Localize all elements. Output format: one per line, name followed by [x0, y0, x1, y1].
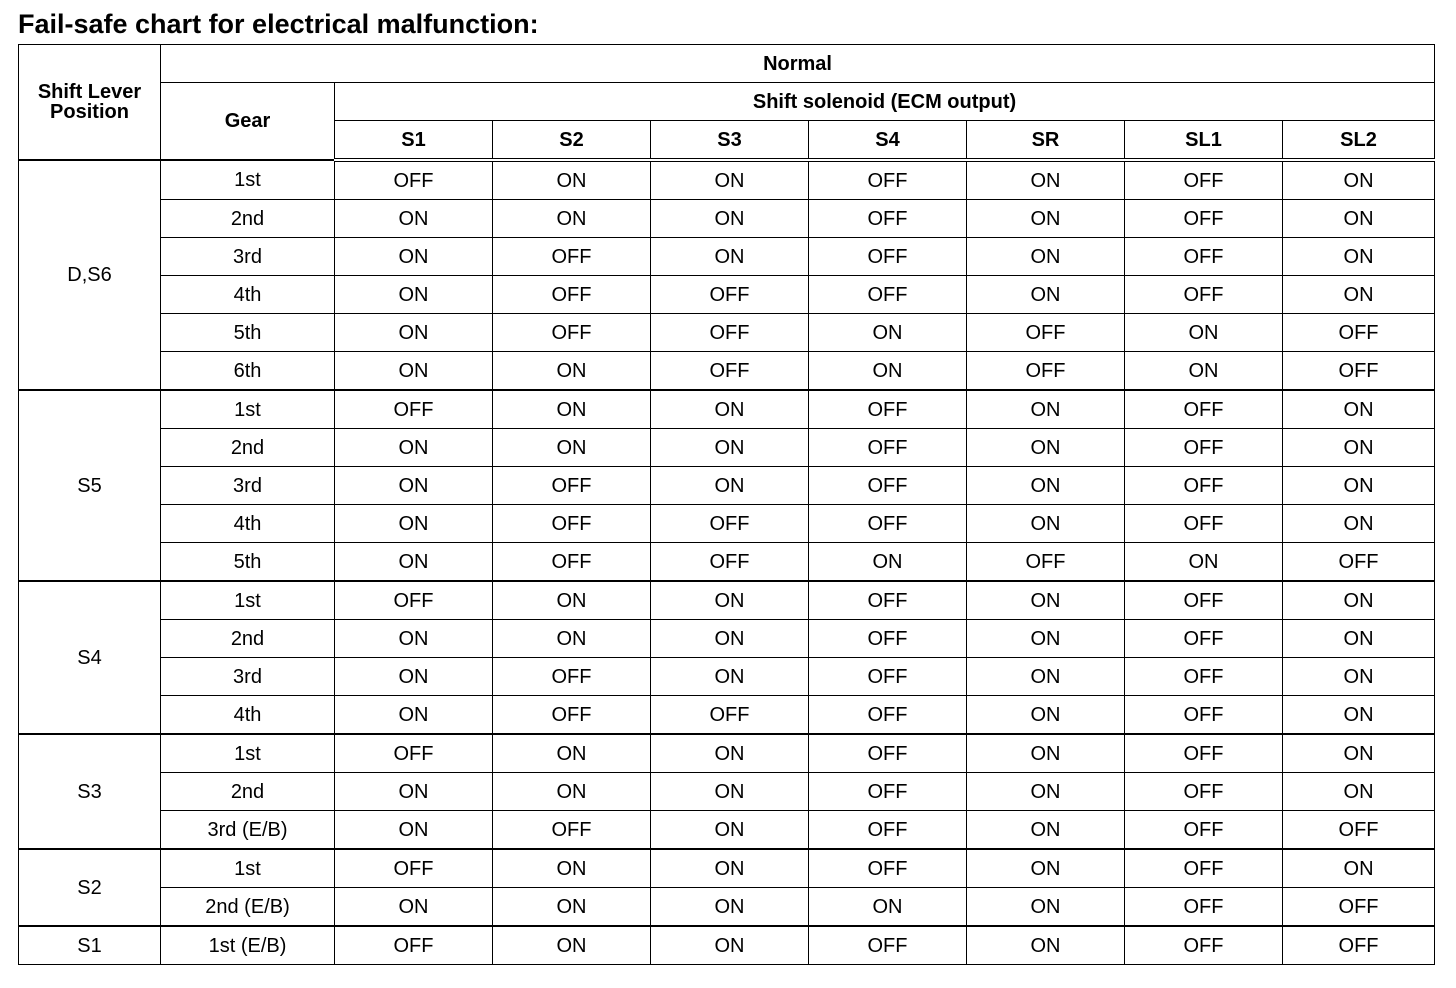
solenoid-state-cell: ON	[1283, 238, 1435, 276]
solenoid-state-cell: ON	[493, 926, 651, 965]
gear-cell: 4th	[161, 696, 335, 735]
solenoid-state-cell: ON	[651, 467, 809, 505]
table-row	[19, 581, 1435, 620]
solenoid-state-cell: OFF	[1125, 620, 1283, 658]
solenoid-state-cell: ON	[1283, 276, 1435, 314]
solenoid-state-cell: OFF	[1125, 811, 1283, 850]
solenoid-state-cell: ON	[335, 543, 493, 582]
solenoid-state-cell: ON	[651, 620, 809, 658]
solenoid-state-cell: OFF	[809, 811, 967, 850]
solenoid-state-cell: ON	[335, 352, 493, 391]
page-title: Fail-safe chart for electrical malfunction:	[18, 9, 539, 39]
solenoid-state-cell: OFF	[1283, 543, 1435, 582]
header-solenoid-sl2: SL2	[1283, 121, 1435, 161]
solenoid-state-cell: ON	[493, 160, 651, 200]
solenoid-state-cell: ON	[967, 200, 1125, 238]
solenoid-state-cell: OFF	[1283, 352, 1435, 391]
solenoid-state-cell: OFF	[809, 620, 967, 658]
table-row	[19, 734, 1435, 773]
solenoid-state-cell: OFF	[335, 581, 493, 620]
solenoid-state-cell: ON	[1283, 505, 1435, 543]
header-normal: Normal	[161, 45, 1435, 83]
solenoid-state-cell: ON	[1283, 581, 1435, 620]
gear-cell: 3rd	[161, 658, 335, 696]
table-row	[19, 429, 1435, 467]
solenoid-state-cell: ON	[967, 429, 1125, 467]
solenoid-state-cell: OFF	[967, 543, 1125, 582]
solenoid-state-cell: OFF	[651, 276, 809, 314]
solenoid-state-cell: OFF	[335, 849, 493, 888]
solenoid-state-cell: OFF	[493, 696, 651, 735]
solenoid-state-cell: OFF	[809, 581, 967, 620]
solenoid-state-cell: OFF	[809, 696, 967, 735]
solenoid-state-cell: ON	[335, 200, 493, 238]
header-solenoid-s4: S4	[809, 121, 967, 161]
solenoid-state-cell: ON	[1283, 467, 1435, 505]
position-group	[19, 160, 1435, 390]
header-shift-lever-position	[19, 45, 161, 161]
header-shift-lever-position-line2: Position	[50, 101, 129, 123]
solenoid-state-cell: ON	[967, 811, 1125, 850]
solenoid-state-cell: OFF	[809, 160, 967, 200]
table-row	[19, 200, 1435, 238]
gear-cell: 4th	[161, 276, 335, 314]
solenoid-state-cell: OFF	[1283, 314, 1435, 352]
solenoid-state-cell: ON	[1283, 773, 1435, 811]
solenoid-state-cell: ON	[493, 581, 651, 620]
solenoid-state-cell: ON	[967, 505, 1125, 543]
table-header	[19, 45, 1435, 161]
solenoid-state-cell: ON	[1283, 734, 1435, 773]
solenoid-state-cell: OFF	[967, 314, 1125, 352]
solenoid-state-cell: ON	[1283, 390, 1435, 429]
gear-cell: 1st	[161, 390, 335, 429]
header-solenoid-sr: SR	[967, 121, 1125, 161]
header-shift-solenoid: Shift solenoid (ECM output)	[335, 83, 1435, 121]
shift-lever-position-cell: S3	[19, 734, 161, 849]
solenoid-state-cell: ON	[335, 888, 493, 927]
table-row	[19, 773, 1435, 811]
gear-cell: 1st	[161, 160, 335, 200]
solenoid-state-cell: ON	[651, 658, 809, 696]
solenoid-state-cell: ON	[809, 888, 967, 927]
solenoid-state-cell: OFF	[1125, 200, 1283, 238]
solenoid-state-cell: OFF	[651, 696, 809, 735]
solenoid-state-cell: ON	[335, 773, 493, 811]
solenoid-state-cell: ON	[335, 505, 493, 543]
table-row	[19, 276, 1435, 314]
solenoid-state-cell: ON	[967, 160, 1125, 200]
solenoid-state-cell: OFF	[809, 773, 967, 811]
solenoid-state-cell: ON	[335, 620, 493, 658]
table-row	[19, 352, 1435, 391]
solenoid-state-cell: OFF	[809, 238, 967, 276]
solenoid-state-cell: ON	[809, 543, 967, 582]
gear-cell: 1st	[161, 849, 335, 888]
solenoid-state-cell: ON	[335, 314, 493, 352]
solenoid-state-cell: OFF	[967, 352, 1125, 391]
solenoid-state-cell: ON	[651, 849, 809, 888]
gear-cell: 1st	[161, 734, 335, 773]
solenoid-state-cell: ON	[335, 811, 493, 850]
solenoid-state-cell: ON	[335, 467, 493, 505]
table-row	[19, 238, 1435, 276]
solenoid-state-cell: ON	[651, 811, 809, 850]
solenoid-state-cell: ON	[967, 849, 1125, 888]
solenoid-state-cell: ON	[493, 200, 651, 238]
gear-cell: 3rd (E/B)	[161, 811, 335, 850]
solenoid-state-cell: OFF	[493, 505, 651, 543]
solenoid-state-cell: ON	[1283, 849, 1435, 888]
solenoid-state-cell: ON	[651, 238, 809, 276]
gear-cell: 3rd	[161, 467, 335, 505]
position-group	[19, 734, 1435, 849]
fail-safe-table	[18, 44, 1435, 965]
solenoid-state-cell: ON	[1283, 658, 1435, 696]
solenoid-state-cell: OFF	[651, 314, 809, 352]
solenoid-state-cell: ON	[967, 734, 1125, 773]
solenoid-state-cell: OFF	[1125, 581, 1283, 620]
solenoid-state-cell: ON	[493, 773, 651, 811]
solenoid-state-cell: OFF	[809, 658, 967, 696]
solenoid-state-cell: ON	[493, 429, 651, 467]
solenoid-state-cell: OFF	[1125, 429, 1283, 467]
solenoid-state-cell: OFF	[1125, 849, 1283, 888]
solenoid-state-cell: OFF	[1125, 888, 1283, 927]
position-group	[19, 849, 1435, 926]
position-group	[19, 926, 1435, 965]
gear-cell: 1st	[161, 581, 335, 620]
solenoid-state-cell: OFF	[651, 543, 809, 582]
solenoid-state-cell: ON	[967, 888, 1125, 927]
solenoid-state-cell: OFF	[1125, 390, 1283, 429]
solenoid-state-cell: OFF	[493, 658, 651, 696]
table-row	[19, 160, 1435, 200]
table-row	[19, 467, 1435, 505]
solenoid-state-cell: ON	[493, 620, 651, 658]
solenoid-state-cell: OFF	[1125, 276, 1283, 314]
solenoid-state-cell: OFF	[809, 467, 967, 505]
solenoid-state-cell: OFF	[809, 276, 967, 314]
gear-cell: 3rd	[161, 238, 335, 276]
solenoid-state-cell: ON	[967, 276, 1125, 314]
position-group	[19, 581, 1435, 734]
table-row	[19, 314, 1435, 352]
shift-lever-position-cell: D,S6	[19, 160, 161, 390]
solenoid-state-cell: OFF	[493, 314, 651, 352]
solenoid-state-cell: OFF	[809, 849, 967, 888]
solenoid-state-cell: ON	[493, 352, 651, 391]
solenoid-state-cell: OFF	[493, 276, 651, 314]
header-solenoid-s3: S3	[651, 121, 809, 161]
solenoid-state-cell: OFF	[809, 734, 967, 773]
table-row	[19, 849, 1435, 888]
gear-cell: 2nd	[161, 773, 335, 811]
solenoid-state-cell: OFF	[1125, 773, 1283, 811]
solenoid-state-cell: OFF	[809, 390, 967, 429]
solenoid-state-cell: ON	[967, 581, 1125, 620]
solenoid-state-cell: ON	[335, 658, 493, 696]
solenoid-state-cell: ON	[809, 352, 967, 391]
solenoid-state-cell: OFF	[651, 505, 809, 543]
gear-cell: 2nd (E/B)	[161, 888, 335, 927]
gear-cell: 2nd	[161, 200, 335, 238]
solenoid-state-cell: ON	[651, 773, 809, 811]
solenoid-state-cell: OFF	[809, 429, 967, 467]
gear-cell: 5th	[161, 314, 335, 352]
solenoid-state-cell: OFF	[1283, 926, 1435, 965]
solenoid-state-cell: OFF	[1125, 696, 1283, 735]
solenoid-state-cell: ON	[967, 620, 1125, 658]
table-row	[19, 926, 1435, 965]
solenoid-state-cell: ON	[967, 926, 1125, 965]
gear-cell: 2nd	[161, 620, 335, 658]
solenoid-state-cell: ON	[493, 734, 651, 773]
solenoid-state-cell: ON	[809, 314, 967, 352]
shift-lever-position-cell: S4	[19, 581, 161, 734]
gear-cell: 6th	[161, 352, 335, 391]
solenoid-state-cell: OFF	[493, 467, 651, 505]
solenoid-state-cell: OFF	[1283, 888, 1435, 927]
solenoid-state-cell: OFF	[1125, 160, 1283, 200]
table-row	[19, 620, 1435, 658]
solenoid-state-cell: ON	[1283, 696, 1435, 735]
solenoid-state-cell: ON	[651, 160, 809, 200]
solenoid-state-cell: ON	[1125, 352, 1283, 391]
solenoid-state-cell: ON	[493, 849, 651, 888]
solenoid-state-cell: ON	[335, 429, 493, 467]
table-row	[19, 696, 1435, 735]
solenoid-state-cell: OFF	[335, 734, 493, 773]
solenoid-state-cell: OFF	[809, 926, 967, 965]
solenoid-state-cell: ON	[651, 888, 809, 927]
solenoid-state-cell: ON	[335, 238, 493, 276]
solenoid-state-cell: OFF	[335, 390, 493, 429]
table-row	[19, 390, 1435, 429]
shift-lever-position-cell: S2	[19, 849, 161, 926]
solenoid-state-cell: ON	[967, 658, 1125, 696]
solenoid-state-cell: OFF	[1283, 811, 1435, 850]
table-row	[19, 888, 1435, 927]
solenoid-state-cell: ON	[493, 888, 651, 927]
gear-cell: 1st (E/B)	[161, 926, 335, 965]
solenoid-state-cell: OFF	[1125, 505, 1283, 543]
header-solenoid-s2: S2	[493, 121, 651, 161]
solenoid-state-cell: ON	[335, 696, 493, 735]
solenoid-state-cell: ON	[651, 926, 809, 965]
solenoid-state-cell: ON	[1283, 620, 1435, 658]
solenoid-state-cell: ON	[493, 390, 651, 429]
solenoid-state-cell: ON	[335, 276, 493, 314]
table-row	[19, 811, 1435, 850]
header-gear: Gear	[161, 83, 335, 161]
table-row	[19, 543, 1435, 582]
solenoid-state-cell: ON	[651, 390, 809, 429]
solenoid-state-cell: ON	[967, 773, 1125, 811]
shift-lever-position-cell: S5	[19, 390, 161, 581]
gear-cell: 5th	[161, 543, 335, 582]
table-row	[19, 658, 1435, 696]
header-solenoid-sl1: SL1	[1125, 121, 1283, 161]
solenoid-state-cell: ON	[651, 200, 809, 238]
gear-cell: 2nd	[161, 429, 335, 467]
solenoid-state-cell: ON	[1283, 200, 1435, 238]
solenoid-state-cell: OFF	[651, 352, 809, 391]
solenoid-state-cell: OFF	[335, 160, 493, 200]
shift-lever-position-cell: S1	[19, 926, 161, 965]
solenoid-state-cell: ON	[967, 467, 1125, 505]
solenoid-state-cell: ON	[967, 696, 1125, 735]
solenoid-state-cell: OFF	[1125, 467, 1283, 505]
solenoid-state-cell: OFF	[493, 238, 651, 276]
solenoid-state-cell: OFF	[1125, 734, 1283, 773]
gear-cell: 4th	[161, 505, 335, 543]
header-shift-lever-position-line1: Shift Lever	[37, 81, 142, 103]
solenoid-state-cell: ON	[1125, 314, 1283, 352]
solenoid-state-cell: ON	[651, 429, 809, 467]
solenoid-state-cell: OFF	[493, 543, 651, 582]
solenoid-state-cell: OFF	[335, 926, 493, 965]
solenoid-state-cell: ON	[651, 581, 809, 620]
position-group	[19, 390, 1435, 581]
solenoid-state-cell: ON	[1283, 429, 1435, 467]
solenoid-state-cell: OFF	[809, 505, 967, 543]
solenoid-state-cell: OFF	[1125, 658, 1283, 696]
solenoid-state-cell: ON	[967, 390, 1125, 429]
solenoid-state-cell: OFF	[809, 200, 967, 238]
solenoid-state-cell: ON	[1283, 160, 1435, 200]
table-row	[19, 505, 1435, 543]
solenoid-state-cell: OFF	[493, 811, 651, 850]
solenoid-state-cell: OFF	[1125, 238, 1283, 276]
header-solenoid-s1: S1	[335, 121, 493, 161]
solenoid-state-cell: OFF	[1125, 926, 1283, 965]
solenoid-state-cell: ON	[967, 238, 1125, 276]
solenoid-state-cell: ON	[651, 734, 809, 773]
solenoid-state-cell: ON	[1125, 543, 1283, 582]
